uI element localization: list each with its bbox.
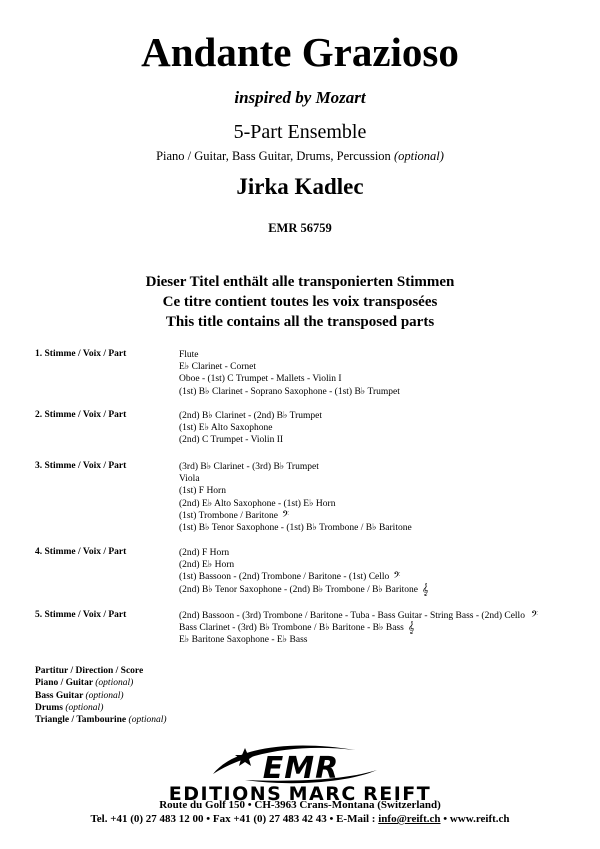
- list-item-label: Triangle / Tambourine: [35, 715, 127, 726]
- catalog-number: EMR 56759: [268, 221, 332, 235]
- instrument-text: (2nd) B♭ Tenor Saxophone - (2nd) B♭ Trombone / B♭ Baritone: [179, 584, 419, 595]
- bass-clef-icon: 𝄢: [393, 570, 401, 584]
- notice-french: Ce titre contient toutes les voix transposées: [162, 294, 438, 310]
- instrument-line: E♭ Baritone Saxophone - E♭ Bass: [179, 635, 308, 646]
- list-item: [35, 690, 167, 702]
- instrument-text: (1st) Bassoon - (2nd) Trombone / Baritone - (1st) Cello: [179, 572, 390, 583]
- instrument-text: Bass Clarinet - (3rd) B♭ Trombone / B♭ Baritone - B♭ Bass: [179, 623, 404, 634]
- list-item-label: Drums: [35, 702, 63, 713]
- instrument-line: [179, 610, 538, 622]
- instrument-line: (2nd) E♭ Horn: [179, 560, 235, 571]
- instrument-line: [179, 571, 429, 583]
- list-item: [35, 714, 167, 726]
- publisher-address: Route du Golf 150 • CH-3963 Crans-Montana (Switzerland): [159, 799, 441, 811]
- list-item-label: Bass Guitar: [35, 690, 84, 701]
- piece-title: Andante Grazioso: [141, 29, 459, 75]
- part-instruments: [179, 349, 400, 398]
- instrument-line: (3rd) B♭ Clarinet - (3rd) B♭ Trumpet: [179, 462, 319, 472]
- score-and-rhythm-parts: [35, 665, 167, 726]
- part-instruments: [179, 410, 322, 447]
- instrument-line: (1st) B♭ Clarinet - Soprano Saxophone - (1st) B♭ Trumpet: [179, 386, 400, 397]
- treble-clef-icon: 𝄞: [422, 582, 429, 596]
- composer-name: Jirka Kadlec: [236, 174, 364, 199]
- piece-subtitle: inspired by Mozart: [234, 88, 366, 107]
- list-item-optional: (optional): [65, 702, 104, 713]
- part-label: 5. Stimme / Voix / Part: [35, 610, 127, 620]
- part-label: 2. Stimme / Voix / Part: [35, 410, 127, 420]
- instrument-line: E♭ Clarinet - Cornet: [179, 362, 257, 373]
- list-item: [35, 702, 167, 714]
- instrument-line: (1st) B♭ Tenor Saxophone - (1st) B♭ Trombone / B♭ Baritone: [179, 523, 412, 534]
- contact-phone-fax: Tel. +41 (0) 27 483 12 00 • Fax +41 (0) 27 483 42 43 • E-Mail :: [90, 813, 376, 825]
- instrument-line: [179, 510, 412, 522]
- notice-german: Dieser Titel enthält alle transponierten Stimmen: [145, 274, 455, 290]
- list-item-label: Piano / Guitar: [35, 678, 93, 689]
- part-instruments: [179, 547, 429, 596]
- notice-english: This title contains all the transposed parts: [165, 314, 435, 330]
- instrument-line: (1st) F Horn: [179, 486, 226, 497]
- instrument-text: (1st) Trombone / Baritone: [179, 510, 278, 521]
- instrument-line: (2nd) F Horn: [179, 548, 230, 558]
- list-item: [35, 665, 167, 677]
- part-instruments: [179, 461, 412, 534]
- emr-logo-icon: [205, 740, 385, 785]
- list-item: [35, 677, 167, 689]
- part-label: 1. Stimme / Voix / Part: [35, 349, 127, 359]
- publisher-name-1: EDITIONS: [168, 783, 283, 805]
- instrument-line: (2nd) C Trumpet - Violin II: [179, 435, 284, 446]
- instrument-line: Flute: [179, 350, 199, 360]
- transposed-parts-notice: [0, 272, 600, 332]
- publisher-contact: [0, 813, 600, 825]
- instrumentation-line: [0, 149, 600, 164]
- logo-text: EMR: [262, 751, 340, 785]
- instrument-line: Viola: [179, 474, 200, 485]
- list-item-optional: (optional): [95, 678, 134, 689]
- instrument-line: (2nd) B♭ Clarinet - (2nd) B♭ Trumpet: [179, 411, 323, 421]
- bass-clef-icon: 𝄢: [281, 508, 290, 522]
- instrument-line: (1st) E♭ Alto Saxophone: [179, 423, 273, 434]
- list-item-optional: (optional): [85, 690, 124, 701]
- instrument-line: (2nd) E♭ Alto Saxophone - (1st) E♭ Horn: [179, 498, 336, 509]
- list-item-optional: (optional): [128, 715, 167, 726]
- treble-clef-icon: 𝄞: [407, 621, 415, 635]
- part-label: 4. Stimme / Voix / Part: [35, 547, 127, 557]
- instrument-line: Oboe - (1st) C Trumpet - Mallets - Violin I: [179, 374, 342, 385]
- publisher-name-3: REIFT: [363, 783, 432, 805]
- instrument-line: [179, 584, 429, 596]
- instrument-text: (2nd) Bassoon - (3rd) Trombone / Baritone - Tuba - Bass Guitar - String Bass - (2nd) Cello: [179, 611, 525, 621]
- list-item-label: Partitur / Direction / Score: [35, 666, 144, 676]
- publisher-name-2: MARC: [288, 783, 357, 805]
- website-link[interactable]: • www.reift.ch: [443, 813, 510, 825]
- ensemble-type: 5-Part Ensemble: [233, 121, 367, 143]
- instrument-line: [179, 622, 538, 634]
- instrumentation-text: Piano / Guitar, Bass Guitar, Drums, Percussion: [156, 149, 391, 163]
- bass-clef-icon: 𝄢: [530, 609, 539, 622]
- part-label: 3. Stimme / Voix / Part: [35, 461, 127, 471]
- email-link[interactable]: info@reift.ch: [378, 813, 441, 825]
- part-instruments: [179, 610, 538, 647]
- instrumentation-optional: (optional): [393, 149, 444, 163]
